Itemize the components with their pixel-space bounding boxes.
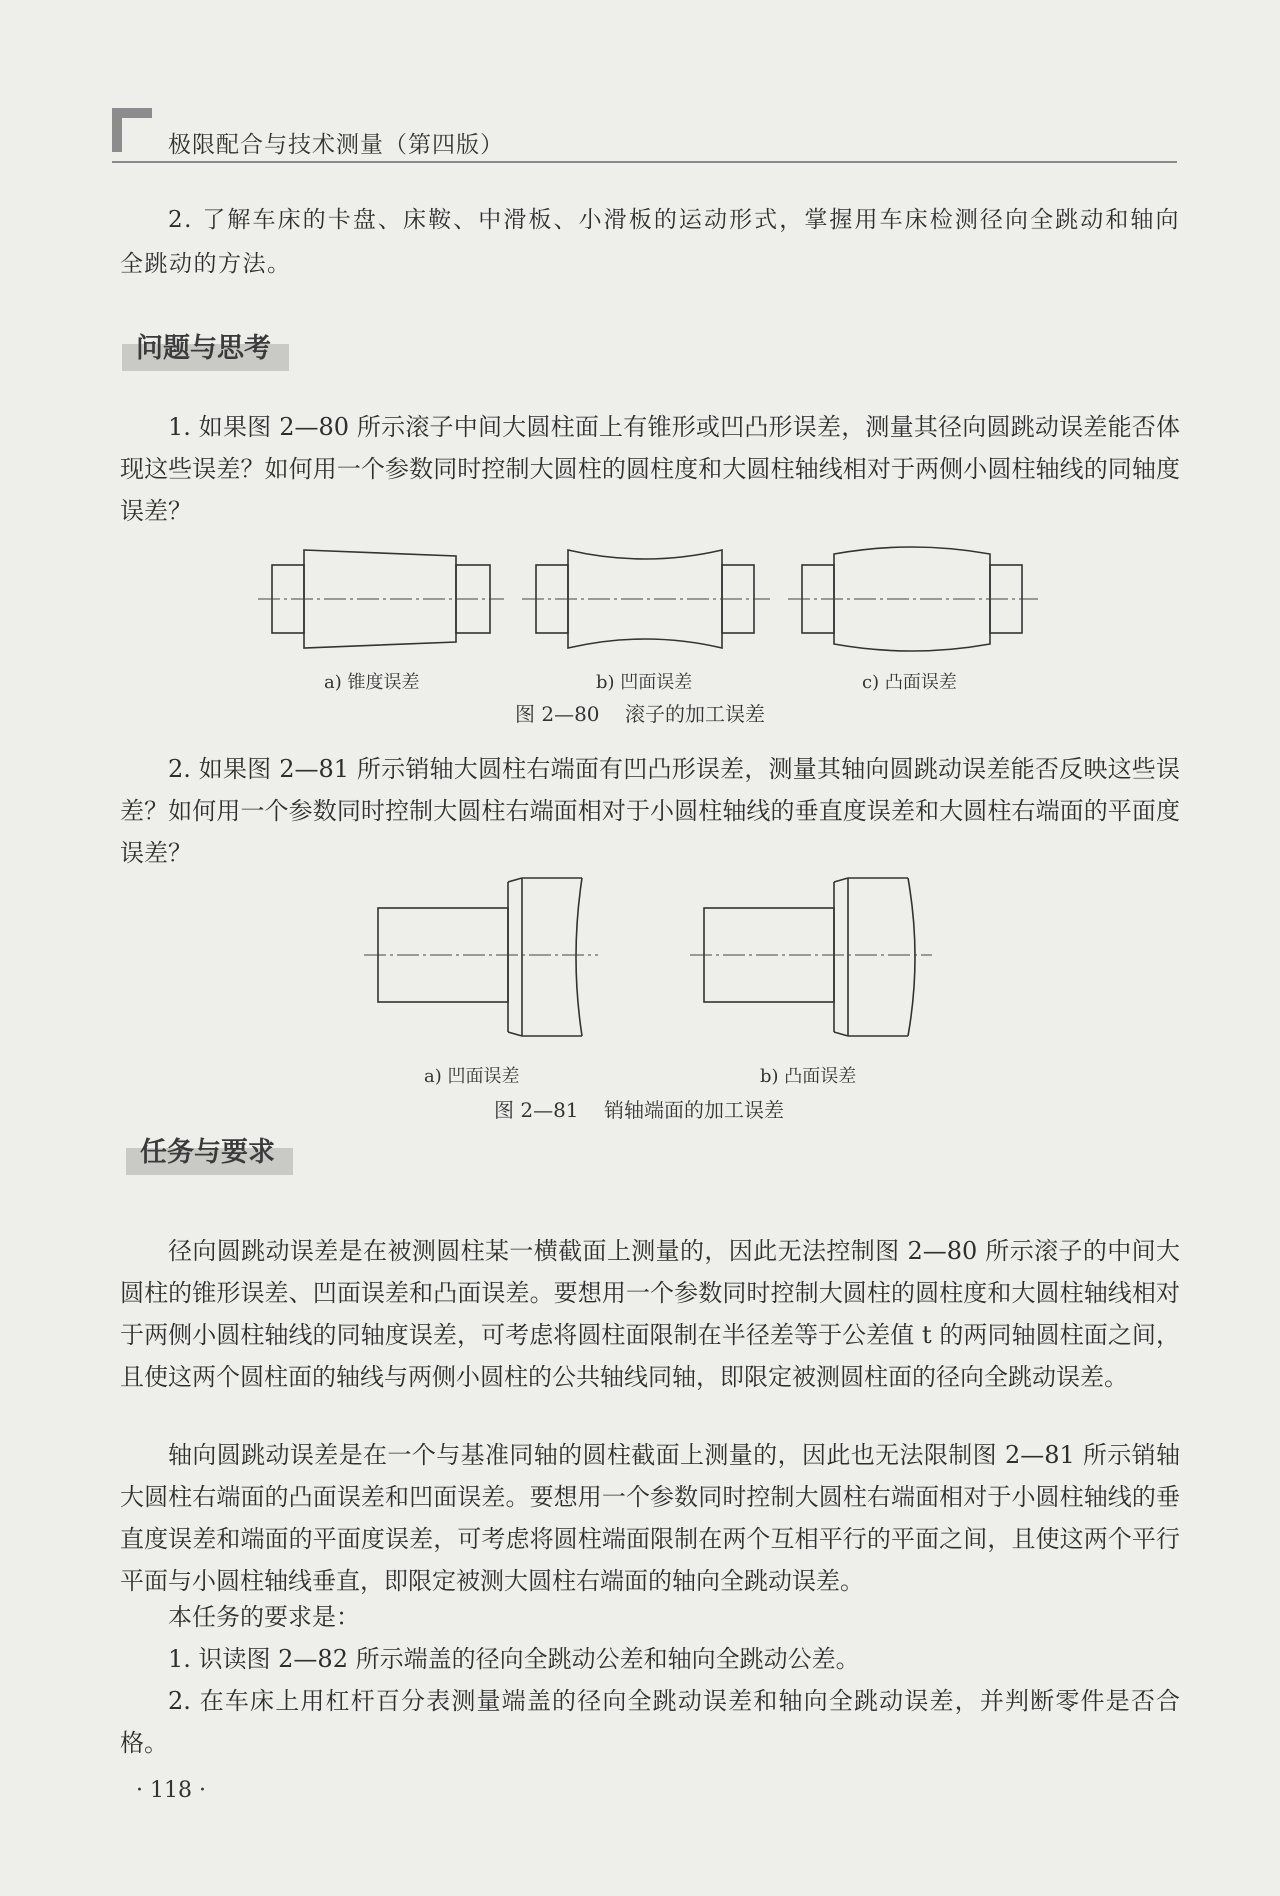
figure-2-80-caption-a: a) 锥度误差: [324, 672, 420, 693]
pin-a-concave-face: [576, 878, 582, 1036]
figure-2-80: [250, 540, 1050, 660]
roller-drawings: [250, 540, 1050, 660]
figure-2-81-title: 图 2—81 销轴端面的加工误差: [494, 1098, 784, 1122]
figure-2-81: [360, 872, 940, 1042]
task-requirements-intro: 本任务的要求是：: [168, 1603, 360, 1631]
figure-2-81-caption-a: a) 凹面误差: [424, 1066, 520, 1087]
task-requirement-1: 1. 识读图 2—82 所示端盖的径向全跳动公差和轴向全跳动公差。: [168, 1645, 860, 1673]
task-paragraph-1: 径向圆跳动误差是在被测圆柱某一横截面上测量的，因此无法控制图 2—80 所示滚子的中间大圆柱的锥形误差、凹面误差和凸面误差。要想用一个参数同时控制大圆柱的圆柱度和大圆柱轴线相对于两侧小圆柱轴线的同轴度误差，可考虑将圆柱面限制在半径差等于公差值 t 的两同轴圆柱面之间，且使这两个圆柱面的轴线与两侧小圆柱的公共轴线同轴，即限定被测圆柱面的径向全跳动误差。: [120, 1237, 1180, 1391]
intro-item-2: 2. 了解车床的卡盘、床鞍、中滑板、小滑板的运动形式，掌握用车床检测径向全跳动和轴向全跳动的方法。: [120, 207, 1180, 277]
section-title-questions: 问题与思考: [122, 322, 289, 371]
header-rule: [112, 161, 1177, 163]
figure-2-80-caption-b: b) 凹面误差: [596, 672, 693, 693]
figure-2-80-title: 图 2—80 滚子的加工误差: [515, 702, 765, 726]
question-2: 2. 如果图 2—81 所示销轴大圆柱右端面有凹凸形误差，测量其轴向圆跳动误差能否反映这些误差？如何用一个参数同时控制大圆柱右端面相对于小圆柱轴线的垂直度误差和大圆柱右端面的平面度误差？: [120, 755, 1180, 867]
section-title-task: 任务与要求: [126, 1126, 293, 1175]
pin-b-convex-face: [908, 878, 915, 1036]
figure-2-81-caption-b: b) 凸面误差: [760, 1066, 857, 1087]
task-paragraph-2: 轴向圆跳动误差是在一个与基准同轴的圆柱截面上测量的，因此也无法限制图 2—81 所示销轴大圆柱右端面的凸面误差和凹面误差。要想用一个参数同时控制大圆柱右端面相对于小圆柱轴线的垂直度误差和端面的平面度误差，可考虑将圆柱端面限制在两个互相平行的平面之间，且使这两个平行平面与小圆柱轴线垂直，即限定被测大圆柱右端面的轴向全跳动误差。: [120, 1441, 1180, 1595]
question-1: 1. 如果图 2—80 所示滚子中间大圆柱面上有锥形或凹凸形误差，测量其径向圆跳动误差能否体现这些误差？如何用一个参数同时控制大圆柱的圆柱度和大圆柱轴线相对于两侧小圆柱轴线的同轴度误差？: [120, 413, 1180, 525]
page-number: · 118 ·: [136, 1778, 206, 1803]
task-requirement-2: 2. 在车床上用杠杆百分表测量端盖的径向全跳动误差和轴向全跳动误差，并判断零件是否合格。: [120, 1687, 1180, 1757]
figure-2-80-caption-c: c) 凸面误差: [862, 672, 957, 693]
running-header-title: 极限配合与技术测量（第四版）: [168, 132, 504, 158]
pin-shaft-drawings: [360, 872, 940, 1042]
